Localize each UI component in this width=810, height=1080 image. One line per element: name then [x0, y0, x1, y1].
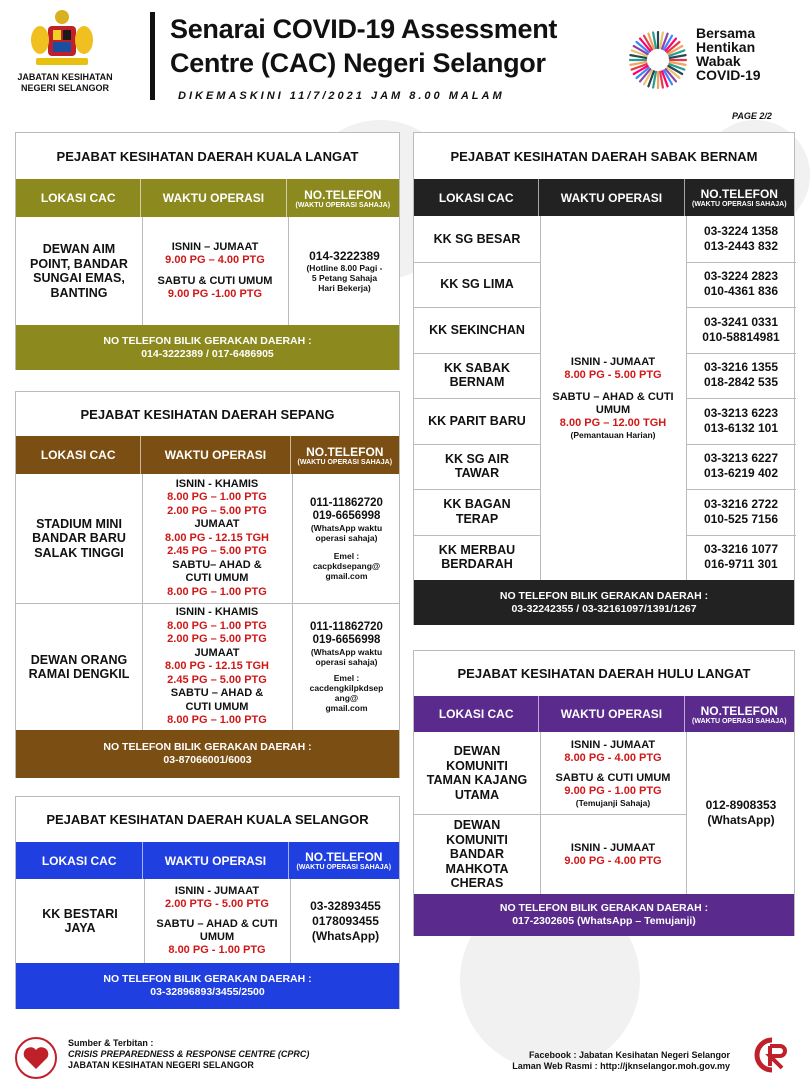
credit-line: Sumber & Terbitan :	[68, 1038, 154, 1048]
phone-number: 03-3216 1077	[703, 542, 779, 557]
location-line: JAYA	[64, 921, 96, 935]
location-line: CHERAS	[450, 876, 504, 891]
header-telefon	[289, 842, 399, 879]
hotline-number: 03-32896893/3455/2500	[150, 986, 265, 998]
district-hotline-footer	[16, 730, 399, 778]
divider	[686, 262, 796, 263]
location-line: BANDAR	[449, 847, 505, 862]
phone-contact	[686, 489, 796, 535]
cac-location	[16, 217, 142, 325]
email-address: gmail.com	[325, 703, 368, 713]
header-lokasi: LOKASI CAC	[16, 436, 141, 474]
phone-number: 03-3224 2823	[703, 269, 779, 284]
header-waktu: WAKTU OPERASI	[143, 842, 288, 879]
page-footer	[0, 1030, 810, 1080]
phone-number: 012-8908353	[705, 798, 777, 812]
divider	[686, 398, 796, 399]
phone-contact	[686, 353, 796, 399]
district-title: PEJABAT KESIHATAN DAERAH SEPANG	[80, 407, 335, 422]
time-range: 9.00 PG - 1.00 PTG	[564, 784, 662, 797]
operating-hours	[142, 217, 288, 325]
header-telefon-note: (WAKTU OPERASI SAHAJA)	[296, 864, 392, 871]
district-kuala-selangor	[15, 796, 400, 1009]
divider	[686, 444, 796, 445]
day-label: JUMAAT	[194, 646, 240, 659]
header-telefon-label: NO.TELEFON	[304, 187, 382, 202]
phone-contact	[686, 216, 796, 262]
day-label: ISNIN – JUMAAT	[171, 241, 259, 253]
day-label: SABTU– AHAD &	[172, 558, 262, 571]
hotline-number: 03-87066001/6003	[163, 754, 252, 766]
phone-note: Hari Bekerja)	[318, 282, 371, 293]
phone-contact	[686, 307, 796, 353]
district-title: PEJABAT KESIHATAN DAERAH KUALA LANGAT	[56, 149, 359, 164]
updated-timestamp: DIKEMASKINI 11/7/2021 JAM 8.00 MALAM	[178, 90, 505, 102]
cac-location	[16, 474, 142, 603]
time-range: 8.00 PG - 4.00 PTG	[564, 751, 662, 764]
time-range: 2.00 PG – 5.00 PTG	[167, 633, 267, 646]
operating-hours	[540, 815, 686, 894]
email-address: cacpkdsepang@	[312, 560, 381, 571]
email-address: cacdengkilpkdsep	[309, 683, 384, 693]
table-header	[16, 842, 399, 879]
slogan-line: Wabak	[696, 53, 741, 69]
day-label: ISNIN - JUMAAT	[174, 885, 260, 897]
campaign-slogan	[696, 26, 761, 82]
header-telefon-note: (WAKTU OPERASI SAHAJA)	[692, 201, 787, 208]
email-label: Emel :	[333, 673, 360, 683]
phone-number: 019-6656998	[312, 509, 381, 522]
phone-number: 03-3224 1358	[703, 223, 779, 238]
divider	[414, 489, 540, 490]
cac-location	[414, 732, 540, 814]
phone-number: 010-4361 836	[703, 284, 779, 299]
department-name	[10, 72, 120, 94]
day-label: UMUM	[199, 931, 235, 943]
location-line: BERDARAH	[441, 557, 513, 572]
day-label: JUMAAT	[194, 518, 240, 531]
cac-location	[16, 604, 142, 730]
cac-location	[414, 815, 540, 894]
day-label: SABTU & CUTI UMUM	[555, 771, 671, 784]
burst-ring-icon	[628, 30, 688, 90]
cac-location	[414, 398, 540, 444]
slogan-line: Bersama	[696, 25, 756, 41]
location-line: KK BESTARI	[42, 906, 118, 921]
page-header	[0, 0, 810, 128]
phone-note: (WhatsApp waktu	[310, 647, 383, 657]
slogan-line: Hentikan	[696, 39, 756, 55]
hotline-label: NO TELEFON BILIK GERAKAN DAERAH :	[103, 741, 312, 753]
phone-number: 018-2842 535	[703, 375, 779, 390]
location-line: BERNAM	[449, 375, 505, 390]
header-waktu: WAKTU OPERASI	[141, 179, 286, 217]
hotline-label: NO TELEFON BILIK GERAKAN DAERAH :	[103, 973, 312, 985]
location-line: DEWAN ORANG	[30, 652, 128, 667]
time-range: 9.00 PG -1.00 PTG	[167, 288, 263, 300]
phone-contact	[686, 732, 796, 894]
district-hotline-footer	[414, 894, 794, 936]
phone-note: (WhatsApp)	[707, 813, 775, 827]
day-label: CUTI UMUM	[185, 700, 249, 713]
district-title: PEJABAT KESIHATAN DAERAH HULU LANGAT	[457, 666, 751, 681]
header-telefon	[685, 179, 794, 216]
divider	[686, 489, 796, 490]
divider	[414, 444, 540, 445]
header-waktu: WAKTU OPERASI	[539, 179, 684, 216]
divider	[686, 307, 796, 308]
district-title: PEJABAT KESIHATAN DAERAH SABAK BERNAM	[450, 149, 758, 164]
header-telefon-note: (WAKTU OPERASI SAHAJA)	[295, 201, 391, 209]
header-lokasi: LOKASI CAC	[414, 696, 539, 732]
cac-location	[414, 535, 540, 581]
phone-note: 5 Petang Sahaja	[311, 272, 378, 283]
day-label: ISNIN - JUMAAT	[570, 738, 656, 751]
hotline-number: 017-2302605 (WhatsApp – Temujanji)	[512, 915, 696, 927]
day-label: ISNIN - JUMAAT	[570, 356, 656, 368]
phone-number: 03-3216 1355	[703, 360, 779, 375]
hotline-label: NO TELEFON BILIK GERAKAN DAERAH :	[103, 334, 312, 347]
operating-hours	[540, 732, 686, 814]
phone-contact	[686, 398, 796, 444]
location-line: KK PARIT BARU	[428, 413, 526, 428]
phone-contact	[290, 879, 401, 963]
time-range: 8.00 PG – 1.00 PTG	[167, 585, 267, 598]
location-line: SALAK TINGGI	[34, 545, 124, 560]
page-number: PAGE 2/2	[732, 111, 772, 121]
time-range: 8.00 PG - 1.00 PTG	[168, 944, 266, 956]
cprc-heart-icon	[14, 1036, 58, 1080]
location-line: KK SG LIMA	[440, 277, 514, 291]
location-line: DEWAN	[453, 818, 501, 833]
divider	[686, 216, 687, 580]
district-title: PEJABAT KESIHATAN DAERAH KUALA SELANGOR	[46, 812, 369, 827]
facebook-link[interactable]: Facebook : Jabatan Kesihatan Negeri Selangor	[528, 1050, 730, 1060]
table-header	[414, 179, 794, 216]
cac-location	[414, 489, 540, 535]
day-label: ISNIN - KHAMIS	[175, 477, 259, 490]
cac-location	[414, 444, 540, 490]
phone-note: (WhatsApp waktu	[310, 522, 383, 533]
header-telefon-note: (WAKTU OPERASI SAHAJA)	[692, 717, 787, 725]
phone-number: 013-6219 402	[703, 466, 779, 481]
time-range: 9.00 PG – 4.00 PTG	[165, 254, 265, 266]
phone-number: 013-6132 101	[703, 420, 779, 435]
header-waktu: WAKTU OPERASI	[141, 436, 290, 474]
table-header	[414, 696, 794, 732]
cac-location	[414, 216, 540, 262]
header-telefon-label: NO.TELEFON	[306, 444, 384, 459]
divider	[414, 398, 540, 399]
location-line: SUNGAI EMAS,	[33, 271, 125, 285]
phone-number: 019-6656998	[312, 634, 381, 646]
hotline-label: NO TELEFON BILIK GERAKAN DAERAH :	[499, 589, 709, 602]
phone-number: 03-3213 6227	[703, 451, 779, 466]
day-label: UMUM	[595, 404, 631, 416]
time-range: 2.00 PTG - 5.00 PTG	[165, 898, 269, 910]
phone-number: 011-11862720	[310, 621, 383, 633]
dept-name-line: NEGERI SELANGOR	[20, 83, 109, 93]
day-label: SABTU – AHAD & CUTI	[156, 918, 278, 930]
divider	[414, 262, 540, 263]
phone-note: operasi sahaja)	[315, 532, 378, 543]
location-line: KK SABAK	[444, 360, 510, 375]
hotline-label: NO TELEFON BILIK GERAKAN DAERAH :	[499, 902, 709, 914]
phone-contact	[686, 535, 796, 581]
time-range: 8.00 PG - 12.15 TGH	[165, 531, 269, 544]
phone-contact	[292, 604, 401, 730]
time-range: 8.00 PG - 5.00 PTG	[564, 369, 662, 381]
state-crest-icon	[26, 8, 98, 68]
time-range: 2.00 PG – 5.00 PTG	[167, 504, 267, 517]
phone-note: operasi sahaja)	[315, 657, 378, 667]
phone-number: 016-9711 301	[704, 557, 778, 572]
credit-line: CRISIS PREPAREDNESS & RESPONSE CENTRE (CPRC)	[68, 1049, 310, 1059]
time-range: 8.00 PG – 1.00 PTG	[167, 714, 267, 727]
phone-number: 03-32893455	[310, 898, 381, 913]
phone-contact	[292, 474, 401, 603]
phone-number: 013-2443 832	[703, 238, 779, 253]
header-lokasi: LOKASI CAC	[16, 842, 143, 879]
district-sabak-bernam	[413, 132, 795, 625]
header-waktu: WAKTU OPERASI	[539, 696, 684, 732]
header-divider	[150, 12, 155, 100]
header-telefon-label: NO.TELEFON	[700, 187, 778, 201]
header-lokasi: LOKASI CAC	[414, 179, 539, 216]
district-hotline-footer	[414, 580, 794, 625]
phone-contact	[288, 217, 401, 325]
email-label: Emel :	[333, 550, 360, 561]
time-range: 8.00 PG – 12.00 TGH	[559, 417, 667, 429]
phone-number: 011-11862720	[310, 496, 383, 509]
operating-hours	[142, 474, 292, 603]
location-line: KOMUNITI	[446, 832, 508, 847]
page-title: Centre (CAC) Negeri Selangor	[170, 48, 546, 78]
location-line: TERAP	[455, 511, 499, 526]
location-line: KK BAGAN	[443, 497, 511, 512]
district-hotline-footer	[16, 963, 399, 1009]
day-label: SABTU – AHAD & CUTI	[552, 391, 674, 403]
day-label: ISNIN - JUMAAT	[570, 841, 656, 854]
cac-location	[414, 262, 540, 308]
header-telefon	[685, 696, 794, 732]
credit-line: JABATAN KESIHATAN NEGERI SELANGOR	[68, 1060, 254, 1070]
phone-note: (WhatsApp)	[311, 928, 380, 943]
hotline-number: 03-32242355 / 03-32161097/1391/1267	[511, 602, 697, 615]
operating-hours	[144, 879, 290, 963]
cac-location	[16, 879, 144, 963]
time-note: (Pemantauan Harian)	[570, 430, 656, 440]
contact-links	[480, 1050, 730, 1072]
page-title: Senarai COVID-19 Assessment	[170, 14, 558, 44]
time-range: 2.45 PG – 5.00 PTG	[167, 545, 267, 558]
phone-contact	[686, 262, 796, 308]
phone-note: (Hotline 8.00 Pagi -	[306, 262, 383, 273]
header-telefon	[291, 436, 399, 474]
table-header	[16, 179, 399, 217]
location-line: STADIUM MINI	[36, 516, 122, 531]
location-line: BANDAR BARU	[32, 531, 126, 546]
header-telefon	[287, 179, 399, 217]
location-line: KOMUNITI	[446, 758, 508, 773]
header-telefon-label: NO.TELEFON	[305, 850, 383, 864]
phone-number: 010-525 7156	[703, 511, 779, 526]
location-line: KK SG AIR	[444, 451, 510, 466]
divider	[414, 535, 540, 536]
operating-hours	[142, 604, 292, 730]
location-line: POINT, BANDAR	[30, 256, 128, 271]
location-line: DEWAN	[453, 744, 501, 758]
phone-number: 03-3213 6223	[703, 405, 779, 420]
location-line: KK SEKINCHAN	[429, 322, 525, 337]
location-line: KK SG BESAR	[433, 231, 521, 246]
location-line: TAWAR	[454, 466, 500, 481]
time-range: 8.00 PG – 1.00 PTG	[167, 619, 267, 632]
district-sepang	[15, 391, 400, 778]
day-label: SABTU & CUTI UMUM	[157, 275, 273, 287]
phone-number: 03-3216 2722	[703, 496, 779, 511]
email-address: gmail.com	[325, 570, 368, 581]
cac-location	[414, 353, 540, 399]
time-range: 9.00 PG - 4.00 PTG	[564, 854, 662, 867]
location-line: TAMAN KAJANG	[426, 773, 528, 787]
day-label: ISNIN - KHAMIS	[175, 606, 259, 619]
operating-hours	[540, 216, 686, 580]
time-range: 2.45 PG – 5.00 PTG	[167, 673, 267, 686]
day-label: CUTI UMUM	[185, 572, 249, 585]
header-telefon-note: (WAKTU OPERASI SAHAJA)	[297, 458, 393, 466]
dept-name-line: JABATAN KESIHATAN	[17, 72, 113, 82]
phone-contact	[686, 444, 796, 490]
cpr-logo-icon	[744, 1036, 794, 1076]
district-hulu-langat	[413, 650, 795, 936]
district-hotline-footer	[16, 325, 399, 370]
table-header	[16, 436, 399, 474]
day-label: SABTU – AHAD &	[170, 687, 264, 700]
location-line: DEWAN AIM	[42, 242, 116, 256]
location-line: KK MERBAU	[438, 542, 516, 557]
website-link[interactable]: Laman Web Rasmi : http://jknselangor.moh.gov.my	[512, 1061, 730, 1071]
header-telefon-label: NO.TELEFON	[700, 703, 778, 718]
divider	[686, 353, 796, 354]
header-lokasi: LOKASI CAC	[16, 179, 141, 217]
source-credit	[68, 1038, 309, 1071]
time-range: 8.00 PG - 12.15 TGH	[165, 660, 269, 673]
slogan-line: COVID-19	[696, 67, 761, 83]
district-kuala-langat	[15, 132, 400, 370]
phone-number: 014-3222389	[309, 248, 380, 263]
time-range: 8.00 PG – 1.00 PTG	[167, 491, 267, 504]
location-line: BANTING	[50, 285, 108, 300]
divider	[414, 307, 540, 308]
time-note: (Temujanji Sahaja)	[575, 797, 651, 808]
email-address: ang@	[334, 693, 359, 703]
phone-number: 0178093455	[312, 913, 379, 928]
divider	[414, 353, 540, 354]
phone-number: 03-3241 0331	[703, 314, 779, 329]
location-line: MAHKOTA	[445, 861, 509, 876]
phone-number: 010-58814981	[702, 329, 780, 344]
hotline-number: 014-3222389 / 017-6486905	[141, 347, 274, 360]
location-line: RAMAI DENGKIL	[28, 667, 130, 681]
location-line: UTAMA	[454, 787, 500, 802]
divider	[686, 535, 796, 536]
cac-location	[414, 307, 540, 353]
